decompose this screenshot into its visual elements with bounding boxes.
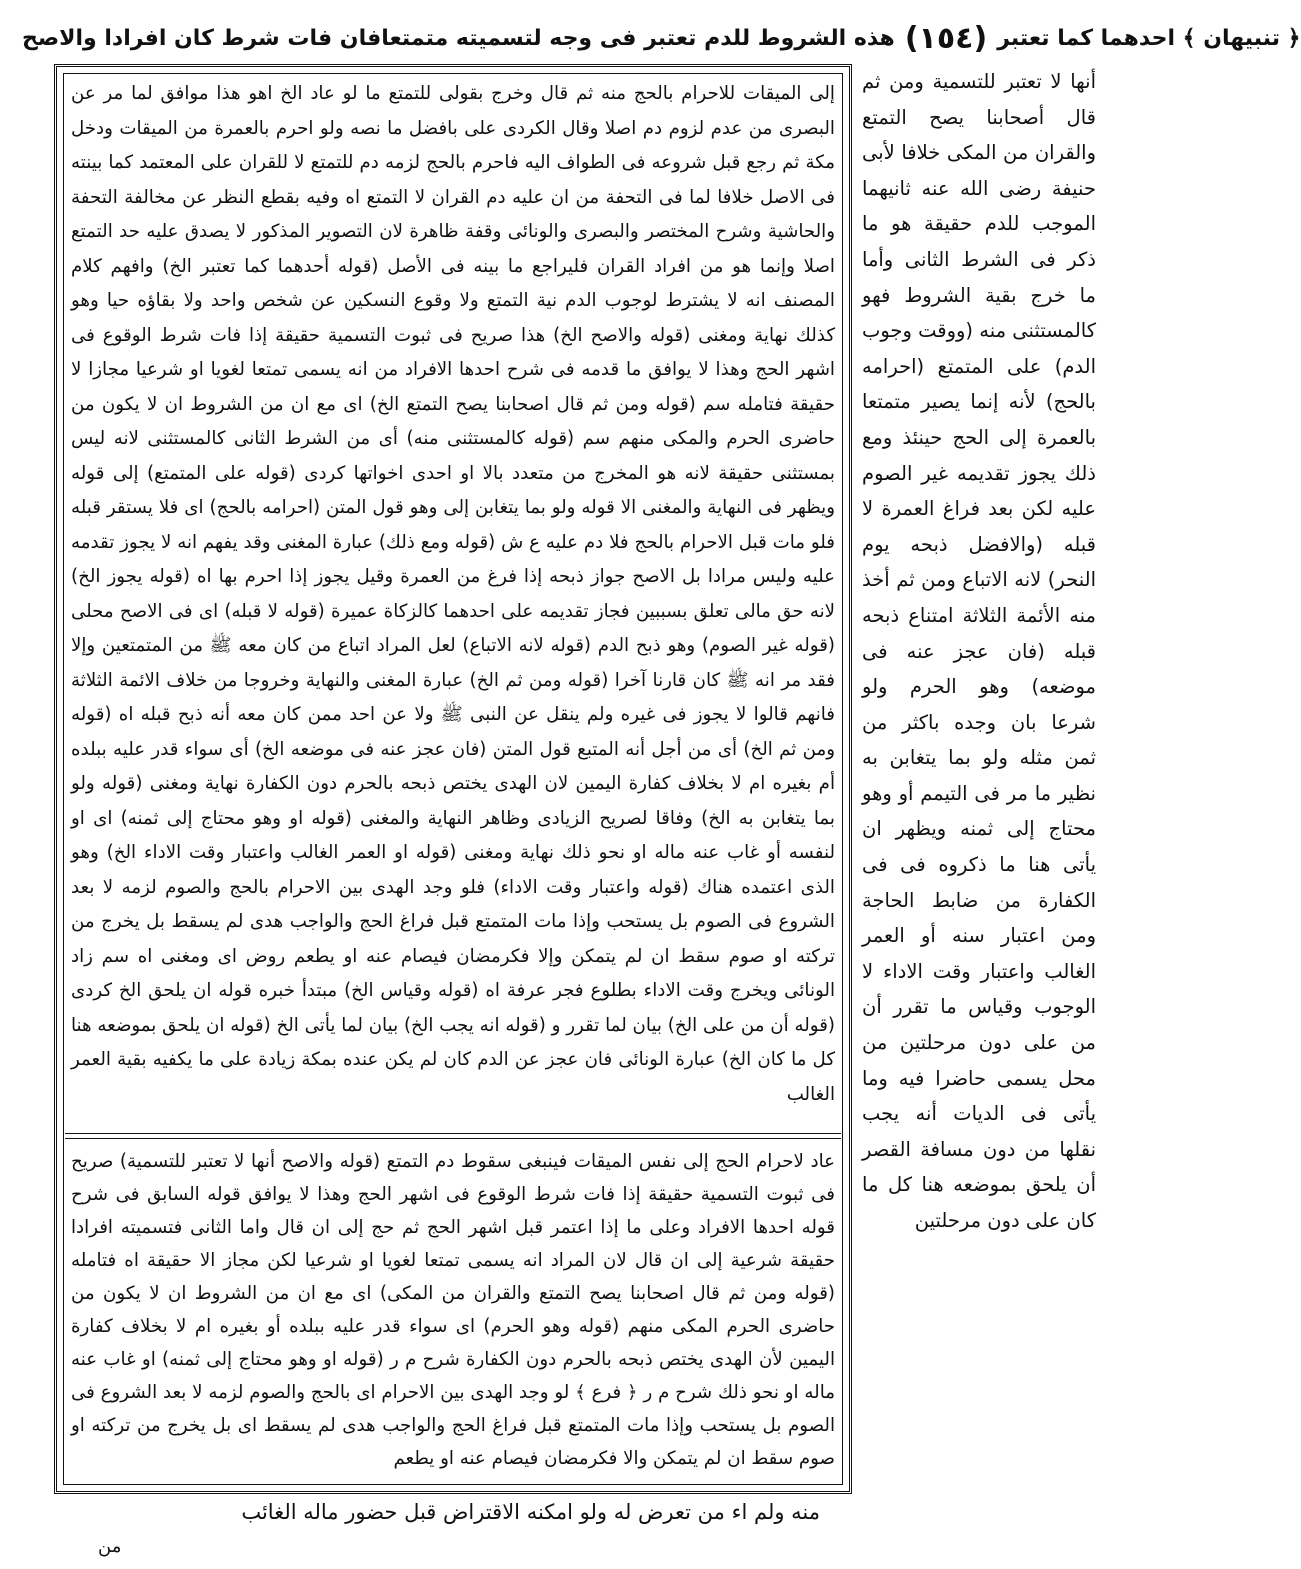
header-right-group [22, 21, 1301, 56]
commentary-upper: إلى الميقات للاحرام بالحج منه ثم قال وخرج بقولى للتمتع ما لو عاد الخ اهو هذا موافق لما مر عن البصرى من عدم لزوم دم اصلا وقال الكردى على بافضل ما نصه ولو احرم بالعمرة من الميقات ودخل مكة ثم رجع قبل شروعه فى الطواف اليه فاحرم بالحج لزمه دم للتمتع لا للقران على المعتمد كما بينته فى الاصل خلافا لما فى التحفة من ان عليه دم القران لا التمتع اه وفيه بقطع النظر عن مخالفة التحفة والحاشية وشرح المختصر والبصرى والونائى وقفة ظاهرة لان التصوير المذكور لا يصدق عليه حد التمتع اصلا وإنما هو من افراد القران فليراجع ما بينه فى الأصل (قوله أحدهما كما تعتبر الخ) وافهم كلام المصنف انه لا يشترط لوجوب الدم نية التمتع ولا وقوع النسكين عن شخص واحد ولا بقاؤه حيا وهو كذلك نهاية ومغنى (قوله والاصح الخ) هذا صريح فى ثبوت التسمية حقيقة إذا فات شرط الوقوع فى اشهر الحج وهذا لا يوافق ما قدمه فى شرح احدها الافراد من انه يسمى تمتعا لغويا او شرعيا مجازا لا حقيقة فتامله سم (قوله ومن ثم قال اصحابنا يصح التمتع الخ) اى مع ان من الشروط ان لا يكون من حاضرى الحرم والمكى منهم سم (قوله كالمستثنى منه) أى من الشرط الثانى كالمستثنى لانه ليس بمستثنى حقيقة لانه هو المخرج من متعدد بالا او احدى اخواتها كردى (قوله على المتمتع) إلى قوله ويظهر فى النهاية والمغنى الا قوله ولو بما يتغابن إلى وهو قول المتن (احرامه بالحج) اى فلا يستقر قبله فلو مات قبل الاحرام بالحج فلا دم عليه ع ش (قوله ومع ذلك) عبارة المغنى وقد يفهم انه لا يجوز تقدمه عليه وليس مرادا بل الاصح جواز ذبحه إذا فرغ من العمرة وقيل يجوز إذا احرم بها اه (قوله يجوز الخ) لانه حق مالى تعلق بسببين فجاز تقديمه على احدهما كالزكاة عميرة (قوله لا قبله) اى فى الاصح محلى (قوله غير الصوم) وهو ذبح الدم (قوله لانه الاتباع) لعل المراد اتباع من كان معه ﷺ من المتمتعين وإلا فقد مر انه ﷺ كان قارنا آخرا (قوله ومن ثم الخ) عبارة المغنى والنهاية وخروجا من خلاف الائمة الثلاثة فانهم قالوا لا يجوز فى غيره ولم ينقل عن النبى ﷺ ولا عن احد ممن كان معه أنه ذبح قبله اه (قوله ومن ثم الخ) أى من أجل أنه المتبع قول المتن (فان عجز عنه فى موضعه الخ) أى سواء قدر عليه ببلده أم بغيره ام لا بخلاف كفارة اليمين لان الهدى يختص ذبحه بالحرم دون الكفارة نهاية ومغنى (قوله ولو بما يتغابن به الخ) وفاقا لصريح الزيادى وظاهر النهاية والمغنى (قوله او وهو محتاج إلى ثمنه) اى او لنفسه أو غاب عنه ماله او نحو ذلك نهاية ومغنى (قوله او العمر الغالب واعتبار وقت الاداء الخ) وهو الذى اعتمده هناك (قوله واعتبار وقت الاداء) فلو وجد الهدى بين الاحرام بالحج والصوم لزمه لا بعد الشروع فى الصوم بل يستحب وإذا مات المتمتع قبل فراغ الحج والواجب هدى لم يسقط بل يخرج من تركته او صوم سقط ان لم يتمكن وإلا فكرمضان فيصام عنه او يطعم روض اى ومغنى اه سم زاد الونائى ويخرج وقت الاداء بطلوع فجر عرفة اه (قوله وقياس الخ) مبتدأ خبره قوله ان يلحق الخ كردى (قوله أن من على الخ) بيان لما تقرر و (قوله انه يجب الخ) بيان لما يأتى الخ (قوله ان يلحق بموضعه هنا كل ما كان الخ) عبارة الونائى فان عجز عن الدم كان لم يكن عنده بمكة زيادة على ما يكفيه بقية العمر الغالب [71, 83, 835, 1105]
commentary-frame [54, 64, 852, 1494]
commentary-lower: عاد لاحرام الحج إلى نفس الميقات فينبغى سقوط دم التمتع (قوله والاصح أنها لا تعتبر للتسمية) صريح فى ثبوت التسمية حقيقة إذا فات شرط الوقوع فى اشهر الحج وهذا لا يوافق قوله السابق فى شرح قوله احدها الافراد وعلى ما إذا اعتمر قبل اشهر الحج ثم حج إلى ان قال واما الثانى فتسميته افرادا حقيقة شرعية إلى ان قال لان المراد انه يسمى تمتعا لغويا او شرعيا لكن مجاز الا حقيقة اه فتامله (قوله ومن ثم قال اصحابنا يصح التمتع والقران من المكى) اى مع ان من الشروط ان لا يكون من حاضرى الحرم المكى منهم (قوله وهو الحرم) اى سواء قدر عليه ببلده أو بغيره ام لا بخلاف كفارة اليمين لأن الهدى يختص ذبحه بالحرم دون الكفارة شرح م ر (قوله او وهو محتاج إلى ثمنه) او غاب عنه ماله او نحو ذلك شرح م ر ﴿ فرع ﴾ لو وجد الهدى بين الاحرام اى بالحج والصوم لزمه لا بعد الشروع فى الصوم بل يستحب وإذا مات المتمتع قبل فراغ الحج والواجب هدى لم يسقط اى بل يخرج من تركته او صوم سقط ان لم يتمكن والا فكرمضان فيصام عنه او يطعم [71, 1151, 835, 1469]
footer-continuation: منه ولم اء من تعرض له ولو امكنه الاقتراض قبل حضور ماله الغائب [241, 1500, 820, 1524]
main-text-column: أنها لا تعتبر للتسمية ومن ثم قال أصحابنا يصح التمتع والقران من المكى خلافا لأبى حنيفة رضى الله عنه ثانيهما الموجب للدم حقيقة هو ما ذكر فى الشرط الثانى وأما ما خرج بقية الشروط فهو كالمستثنى منه (ووقت وجوب الدم) على المتمتع (احرامه بالحج) لأنه إنما يصير متمتعا بالعمرة إلى الحج حينئذ ومع ذلك يجوز تقديمه غير الصوم عليه لكن بعد فراغ العمرة لا قبله (والافضل ذبحه يوم النحر) لانه الاتباع ومن ثم أخذ منه الأئمة الثلاثة امتناع ذبحه قبله (فان عجز عنه فى موضعه) وهو الحرم ولو شرعا بان وجده باكثر من ثمن مثله ولو بما يتغابن به نظير ما مر فى التيمم أو وهو محتاج إلى ثمنه ويظهر ان يأتى هنا ما ذكروه فى فى الكفارة من ضابط الحاجة ومن اعتبار سنه أو العمر الغالب واعتبار وقت الاداء لا الوجوب وقياس ما تقرر أن من على دون مرحلتين من محل يسمى حاضرا فيه وما يأتى فى الديات أنه يجب نقلها من دون مسافة القصر أن يلحق بموضعه هنا كل ما كان على دون مرحلتين [862, 70, 1096, 1232]
header-chapter: ﴿ تنبيهان ﴾ احدهما كما تعتبر [997, 25, 1301, 51]
catchword: من [98, 1536, 122, 1557]
page-header [22, 18, 1301, 58]
page-number: (١٥٤) [904, 20, 988, 56]
header-text: هذه الشروط للدم تعتبر فى وجه لتسميته متمتعافان فات شرط كان افرادا والاصح [22, 25, 895, 51]
section-divider [65, 1133, 841, 1139]
